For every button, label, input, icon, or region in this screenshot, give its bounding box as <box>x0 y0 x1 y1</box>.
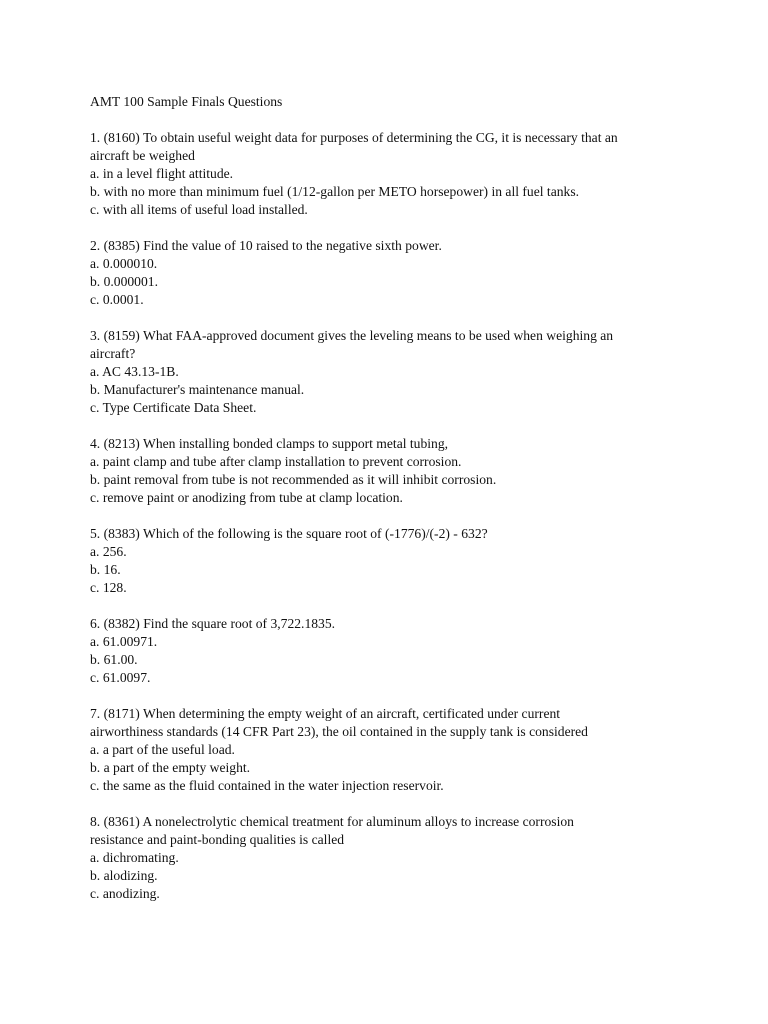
answer-choice: b. with no more than minimum fuel (1/12-gallon per METO horsepower) in all fuel tanks. <box>90 184 580 199</box>
question-7 <box>90 705 740 795</box>
answer-choice: c. with all items of useful load installed. <box>90 202 308 217</box>
question-6 <box>90 615 740 687</box>
question-3 <box>90 327 740 417</box>
answer-choice: b. a part of the empty weight. <box>90 760 251 775</box>
question-stem-line: 2. (8385) Find the value of 10 raised to the negative sixth power. <box>90 238 442 253</box>
question-1 <box>90 129 740 219</box>
document-page <box>90 93 740 921</box>
answer-choice: c. 61.0097. <box>90 670 151 685</box>
question-5 <box>90 525 740 597</box>
answer-choice: b. paint removal from tube is not recommended as it will inhibit corrosion. <box>90 472 497 487</box>
question-stem-line: 7. (8171) When determining the empty weight of an aircraft, certificated under current <box>90 706 561 721</box>
answer-choice: b. Manufacturer's maintenance manual. <box>90 382 305 397</box>
question-8 <box>90 813 740 903</box>
answer-choice: c. Type Certificate Data Sheet. <box>90 400 257 415</box>
answer-choice: b. 16. <box>90 562 121 577</box>
question-stem-line: 4. (8213) When installing bonded clamps to support metal tubing, <box>90 436 449 451</box>
answer-choice: c. 128. <box>90 580 127 595</box>
answer-choice: b. 0.000001. <box>90 274 158 289</box>
answer-choice: a. paint clamp and tube after clamp installation to prevent corrosion. <box>90 454 462 469</box>
question-stem-line: aircraft be weighed <box>90 148 195 163</box>
answer-choice: b. alodizing. <box>90 868 158 883</box>
question-stem-line: 1. (8160) To obtain useful weight data for purposes of determining the CG, it is necessary that an <box>90 130 618 145</box>
answer-choice: c. the same as the fluid contained in the water injection reservoir. <box>90 778 444 793</box>
question-list <box>90 129 740 903</box>
question-stem-line: resistance and paint-bonding qualities is called <box>90 832 345 847</box>
answer-choice: c. anodizing. <box>90 886 160 901</box>
answer-choice: b. 61.00. <box>90 652 138 667</box>
answer-choice: a. 0.000010. <box>90 256 158 271</box>
answer-choice: a. 256. <box>90 544 127 559</box>
answer-choice: a. dichromating. <box>90 850 179 865</box>
question-stem-line: aircraft? <box>90 346 136 361</box>
answer-choice: a. in a level flight attitude. <box>90 166 234 181</box>
answer-choice: a. a part of the useful load. <box>90 742 235 757</box>
question-stem-line: airworthiness standards (14 CFR Part 23), the oil contained in the supply tank is considered <box>90 724 588 739</box>
question-stem-line: 5. (8383) Which of the following is the square root of (-1776)/(-2) - 632? <box>90 526 488 541</box>
answer-choice: a. 61.00971. <box>90 634 158 649</box>
question-2 <box>90 237 740 309</box>
question-4 <box>90 435 740 507</box>
answer-choice: c. 0.0001. <box>90 292 144 307</box>
answer-choice: a. AC 43.13-1B. <box>90 364 179 379</box>
question-stem-line: 6. (8382) Find the square root of 3,722.1835. <box>90 616 336 631</box>
answer-choice: c. remove paint or anodizing from tube at clamp location. <box>90 490 403 505</box>
document-title: AMT 100 Sample Finals Questions <box>90 94 283 109</box>
question-stem-line: 8. (8361) A nonelectrolytic chemical treatment for aluminum alloys to increase corrosion <box>90 814 574 829</box>
question-stem-line: 3. (8159) What FAA-approved document gives the leveling means to be used when weighing an <box>90 328 614 343</box>
